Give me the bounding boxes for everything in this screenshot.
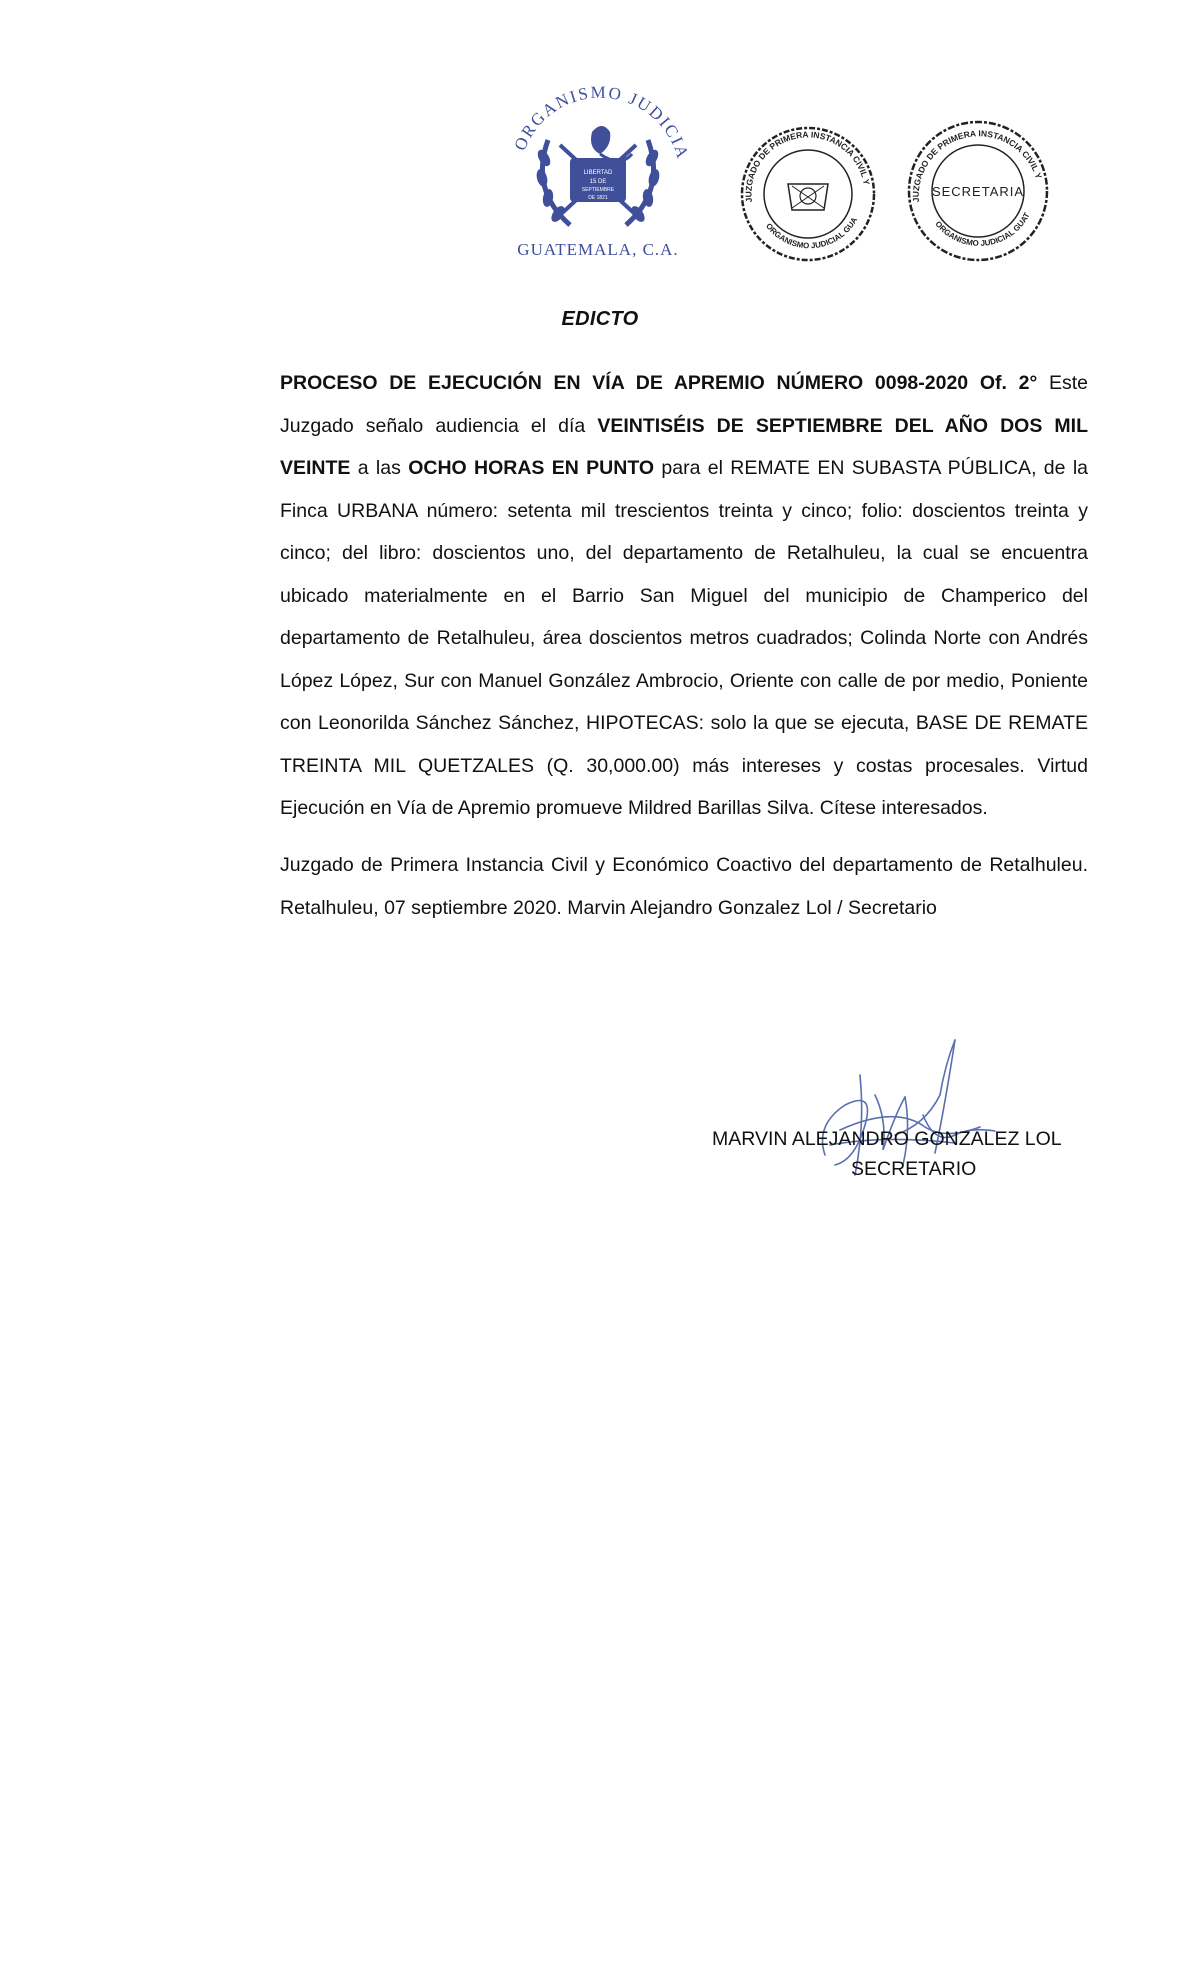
p1-text-1: Este Juzgado señalo audiencia el día	[280, 372, 1089, 437]
stamp2-bottom-text: ORGANISMO JUDICIAL GUAT	[933, 211, 1032, 248]
p1-text-2: a las	[350, 457, 409, 479]
seal-bottom-text: GUATEMALA, C.A.	[517, 240, 679, 259]
svg-text:LIBERTAD: LIBERTAD	[583, 170, 613, 176]
secretaria-stamp	[905, 118, 1051, 264]
edict-paragraph	[280, 362, 1088, 830]
edict-body	[280, 362, 1088, 930]
case-number: PROCESO DE EJECUCIÓN EN VÍA DE APREMIO NÚMERO 0098-2020 Of. 2°	[280, 372, 1038, 394]
stamp2-text: JUZGADO DE PRIMERA INSTANCIA CIVIL Y	[910, 128, 1044, 203]
stamp1-text: JUZGADO DE PRIMERA INSTANCIA CIVIL Y	[743, 129, 872, 203]
svg-text:DE 1821: DE 1821	[588, 195, 608, 201]
hearing-time: OCHO HORAS EN PUNTO	[408, 457, 655, 479]
document-title: EDICTO	[561, 308, 639, 330]
stamp1-bottom-text: ORGANISMO JUDICIAL GUA	[764, 216, 859, 251]
court-stamp	[738, 124, 878, 264]
seal-top-text: ORGANISMO JUDICIA	[510, 82, 693, 162]
organismo-judicial-seal	[500, 50, 696, 264]
svg-text:SEPTIEMBRE: SEPTIEMBRE	[581, 187, 615, 193]
p1-text-3: para el REMATE EN SUBASTA PÚBLICA, de la Finca URBANA número: setenta mil trescientos treinta y cinco; folio: doscientos treinta y cinco; del libro: doscientos uno, del departamento de Retalhuleu, la cual se encuentra ubicado materialmente en el Barrio San Miguel del municipio de Champerico del departamento de Retalhuleu, área doscientos metros cuadrados; Colinda Norte con Andrés López López, Sur con Manuel González Ambrocio, Oriente con calle de por medio, Poniente con Leonorilda Sánchez Sánchez, HIPOTECAS: solo la que se ejecuta, BASE DE REMATE TREINTA MIL QUETZALES (Q. 30,000.00) más intereses y costas procesales. Virtud Ejecución en Vía de Apremio promueve Mildred Barillas Silva. Cítese interesados.	[280, 457, 1088, 819]
signer-name: MARVIN ALEJANDRO GONZALEZ LOL	[712, 1128, 1062, 1150]
signer-role: SECRETARIO	[851, 1158, 977, 1180]
svg-text:15 DE: 15 DE	[589, 179, 607, 185]
court-footer-paragraph: Juzgado de Primera Instancia Civil y Económico Coactivo del departamento de Retalhuleu. Retalhuleu, 07 septiembre 2020. Marvin Alejandro Gonzalez Lol / Secretario	[280, 853, 1088, 919]
stamp2-center-text: SECRETARIA	[931, 184, 1025, 199]
hearing-date: VEINTISÉIS DE SEPTIEMBRE DEL AÑO DOS MIL VEINTE	[280, 414, 1088, 479]
